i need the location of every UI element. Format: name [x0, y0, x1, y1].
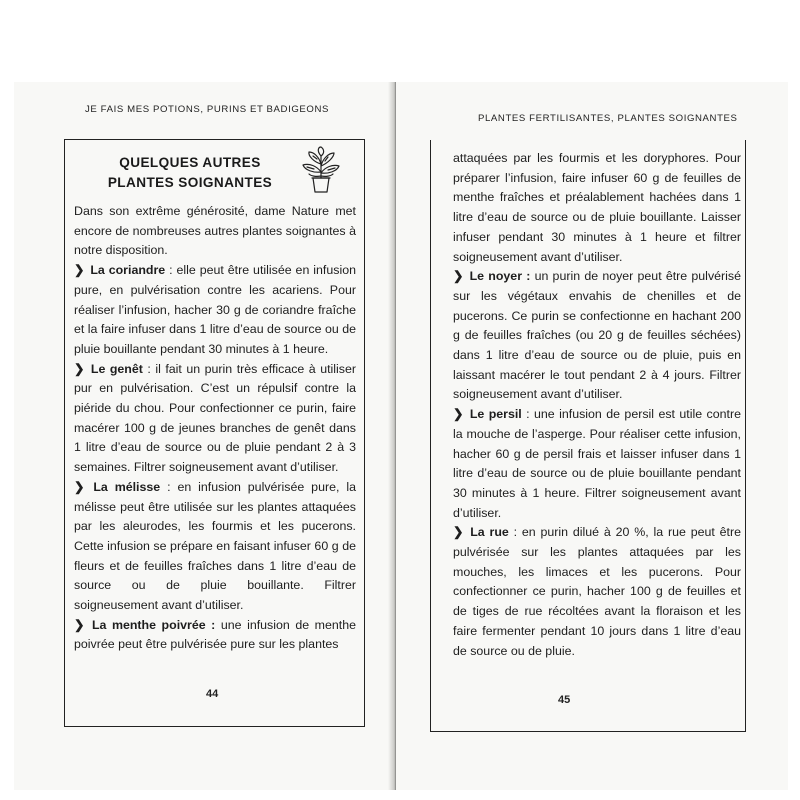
entry-text: : en purin dilué à 20 %, la rue peut être pulvérisée sur les plantes attaquées par les mouches, les limaces et les pucerons. Pour confectionner ce purin, hacher 100 g de feuilles et de tiges de rue récoltées avant la floraison et les faire fermenter pendant 10 jours dans 1 litre d’eau de source ou de pluie.	[453, 525, 741, 658]
entry-menthe-poivree	[74, 616, 356, 655]
box-title	[65, 153, 315, 193]
box-title-line-1: QUELQUES AUTRES	[119, 155, 261, 170]
chevron-right-icon: ❯	[453, 269, 464, 284]
entry-text: : en infusion pulvérisée pure, la mélisse peut être utilisée sur les plantes attaquées par les aleurodes, les fourmis et les pucerons. Cette infusion se prépare en faisant infuser 60 g de fleurs et de feuilles fraîches dans 1 litre d’eau de source ou de pluie bouillante. Filtrer soigneusement avant d’utiliser.	[74, 479, 356, 613]
chevron-right-icon: ❯	[453, 525, 464, 540]
entry-keyword: Le persil	[469, 407, 522, 422]
entry-persil	[453, 405, 741, 523]
left-page-number: 44	[206, 688, 219, 700]
entry-coriandre	[74, 261, 356, 360]
entry-keyword: La menthe poivrée :	[91, 617, 216, 632]
entry-text: une infusion de menthe poivrée peut être pulvérisée pure sur les plantes	[74, 617, 356, 652]
entry-text: : une infusion de persil est utile contre la mouche de l’asperge. Pour réaliser cette infusion, hacher 60 g de persil frais et laisser infuser dans 1 litre d’eau de source ou de pluie bouillante pendant 30 minutes à 1 heure. Filtrer soigneusement avant d’utiliser.	[453, 407, 741, 520]
entry-text: : elle peut être utilisée en infusion pure, en pulvérisation contre les acariens. Pour réaliser l’infusion, hacher 30 g de coriandre fraîche et la faire infuser dans 1 litre d’eau de source ou de pluie bouillante pendant 30 minutes à 1 heure.	[74, 263, 356, 356]
entry-keyword: La mélisse	[93, 479, 161, 494]
left-text-box	[64, 139, 365, 727]
entry-keyword: La coriandre	[90, 263, 166, 278]
right-text-box	[430, 140, 746, 732]
chevron-right-icon: ❯	[74, 617, 85, 632]
entry-text: : il fait un purin très efficace à utiliser pur en pulvérisation. C’est un répulsif contre la piéride du chou. Pour confectionner ce purin, faire macérer 100 g de jeunes branches de genêt dans 1 litre d’eau de source ou de pluie pendant 2 à 3 semaines. Filtrer soigneusement avant d’utiliser.	[74, 361, 357, 475]
right-page-number: 45	[558, 694, 571, 706]
entry-keyword: Le noyer :	[469, 269, 531, 284]
entry-keyword: Le genêt	[90, 361, 143, 376]
entry-rue	[453, 523, 741, 661]
continuation-paragraph: attaquées par les fourmis et les doryphores. Pour préparer l’infusion, faire infuser 60 g de feuilles de menthe fraîches et préalablement hachées dans 1 litre d’eau de source ou de pluie bouillante. Laisser infuser pendant 30 minutes à 1 heure et filtrer soigneusement avant d’utiliser.	[453, 151, 741, 264]
left-page	[14, 82, 392, 790]
left-running-head: JE FAIS MES POTIONS, PURINS ET BADIGEONS	[85, 104, 329, 115]
box-title-line-2: PLANTES SOIGNANTES	[107, 175, 273, 190]
right-body-text	[453, 149, 741, 661]
chevron-right-icon: ❯	[74, 263, 85, 278]
potted-plant-icon	[300, 146, 342, 194]
chevron-right-icon: ❯	[74, 361, 85, 376]
right-page	[396, 82, 788, 790]
entry-noyer	[453, 267, 741, 405]
chevron-right-icon: ❯	[453, 407, 464, 422]
entry-melisse	[74, 478, 356, 616]
intro-paragraph: Dans son extrême générosité, dame Nature met encore de nombreuses autres plantes soignantes à notre disposition.	[74, 204, 356, 258]
right-running-head: PLANTES FERTILISANTES, PLANTES SOIGNANTES	[478, 113, 738, 124]
entry-genet	[74, 360, 356, 478]
entry-text: un purin de noyer peut être pulvérisé sur les végétaux envahis de chenilles et de pucerons. Ce purin se confectionne en hachant 200 g de feuilles fraîches (ou 20 g de feuilles séchées) dans 1 litre d’eau de source ou de pluie, puis en laissant macérer le tout pendant 2 à 4 jours. Filtrer soigneusement avant d’utiliser.	[453, 269, 741, 402]
entry-keyword: La rue	[470, 525, 509, 540]
left-body-text	[74, 202, 356, 655]
chevron-right-icon: ❯	[74, 479, 85, 494]
